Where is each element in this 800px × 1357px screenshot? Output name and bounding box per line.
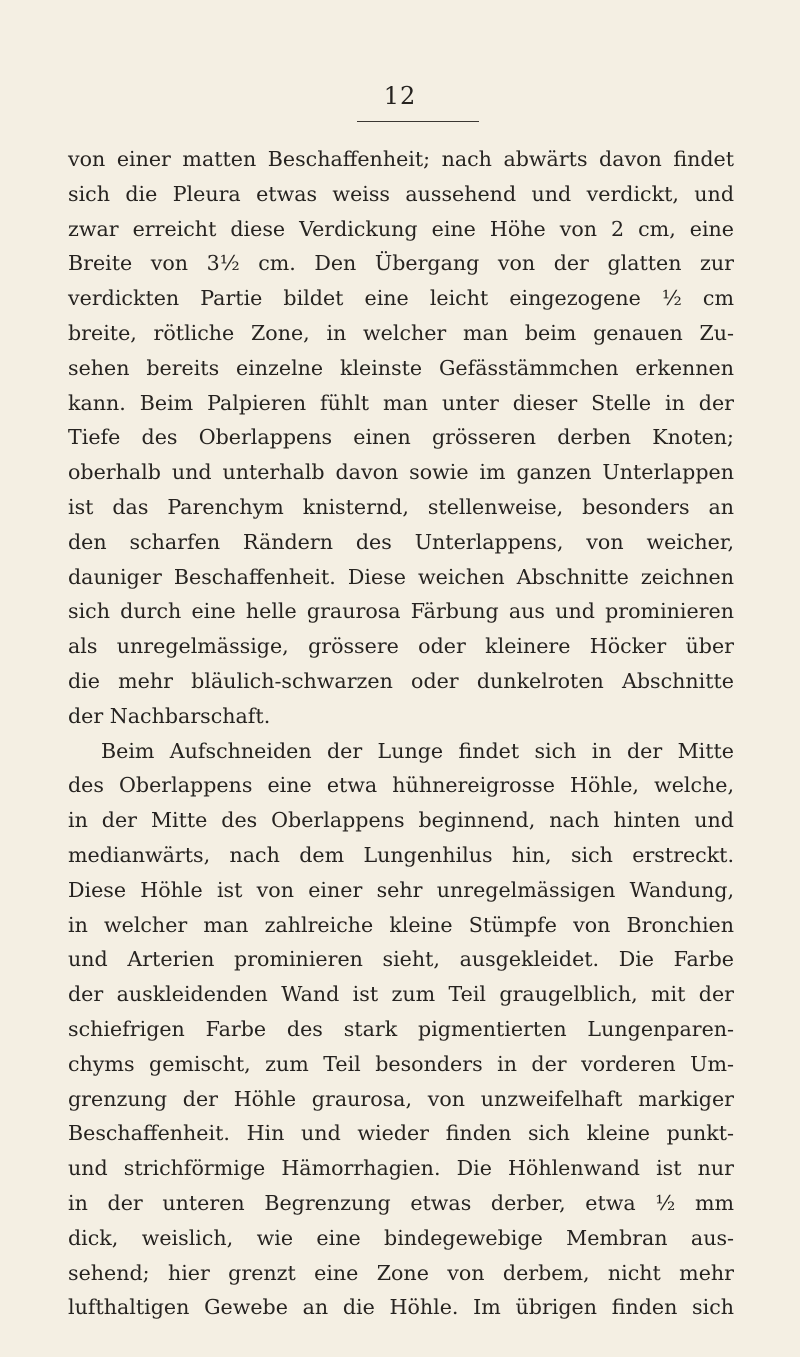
text-line: der auskleidenden Wand ist zum Teil graugelblich, mit der: [68, 982, 734, 1007]
text-line: in welcher man zahlreiche kleine Stümpfe von Bronchien: [68, 912, 734, 937]
text-line: zwar erreicht diese Verdickung eine Höhe von 2 cm, eine: [68, 216, 734, 241]
text-line: den scharfen Rändern des Unterlappens, von weicher,: [68, 529, 734, 554]
text-line: sich die Pleura etwas weiss aussehend und verdickt, und: [68, 181, 734, 206]
text-line: Diese Höhle ist von einer sehr unregelmässigen Wandung,: [68, 877, 734, 902]
text-line: grenzung der Höhle graurosa, von unzweifelhaft markiger: [68, 1086, 734, 1111]
text-line: verdickten Partie bildet eine leicht eingezogene ½ cm: [68, 286, 734, 311]
text-line: sich durch eine helle graurosa Färbung aus und prominieren: [68, 599, 734, 624]
header-rule: [357, 121, 479, 122]
text-line: chyms gemischt, zum Teil besonders in der vorderen Um-: [68, 1051, 734, 1076]
text-line: in der Mitte des Oberlappens beginnend, nach hinten und: [68, 808, 734, 833]
body-text: [68, 142, 734, 1325]
text-line: ist das Parenchym knisternd, stellenweise, besonders an: [68, 494, 734, 519]
text-line: von einer matten Beschaffenheit; nach abwärts davon findet: [68, 147, 734, 171]
text-line: dick, weislich, wie eine bindegewebige Membran aus-: [68, 1225, 734, 1250]
text-line: und strichförmige Hämorrhagien. Die Höhlenwand ist nur: [68, 1156, 734, 1181]
text-line: in der unteren Begrenzung etwas derber, etwa ½ mm: [68, 1190, 734, 1215]
paragraph-start-line: Beim Aufschneiden der Lunge findet sich in der Mitte: [101, 738, 734, 763]
paragraph-end-line: der Nachbarschaft.: [68, 703, 271, 728]
text-line: Tiefe des Oberlappens einen grösseren derben Knoten;: [68, 425, 734, 450]
text-line: oberhalb und unterhalb davon sowie im ganzen Unterlappen: [68, 460, 734, 485]
text-line: sehen bereits einzelne kleinste Gefässtämmchen erkennen: [68, 355, 734, 380]
text-line: kann. Beim Palpieren fühlt man unter dieser Stelle in der: [68, 390, 734, 415]
text-line: medianwärts, nach dem Lungenhilus hin, sich erstreckt.: [68, 842, 734, 867]
text-line: Breite von 3½ cm. Den Übergang von der glatten zur: [68, 251, 734, 276]
page-number: 12: [383, 82, 417, 110]
text-line: schiefrigen Farbe des stark pigmentierten Lungenparen-: [68, 1016, 734, 1041]
text-line: und Arterien prominieren sieht, ausgekleidet. Die Farbe: [68, 947, 734, 972]
text-line: sehend; hier grenzt eine Zone von derbem, nicht mehr: [68, 1260, 734, 1285]
text-line: lufthaltigen Gewebe an die Höhle. Im übrigen finden sich: [68, 1295, 734, 1320]
text-line: breite, rötliche Zone, in welcher man beim genauen Zu-: [68, 320, 734, 345]
text-line: dauniger Beschaffenheit. Diese weichen Abschnitte zeichnen: [68, 564, 734, 589]
text-line: des Oberlappens eine etwa hühnereigrosse Höhle, welche,: [68, 773, 734, 798]
text-line: Beschaffenheit. Hin und wieder finden sich kleine punkt-: [68, 1121, 734, 1146]
text-line: die mehr bläulich-schwarzen oder dunkelroten Abschnitte: [68, 668, 734, 693]
text-line: als unregelmässige, grössere oder kleinere Höcker über: [68, 634, 734, 659]
